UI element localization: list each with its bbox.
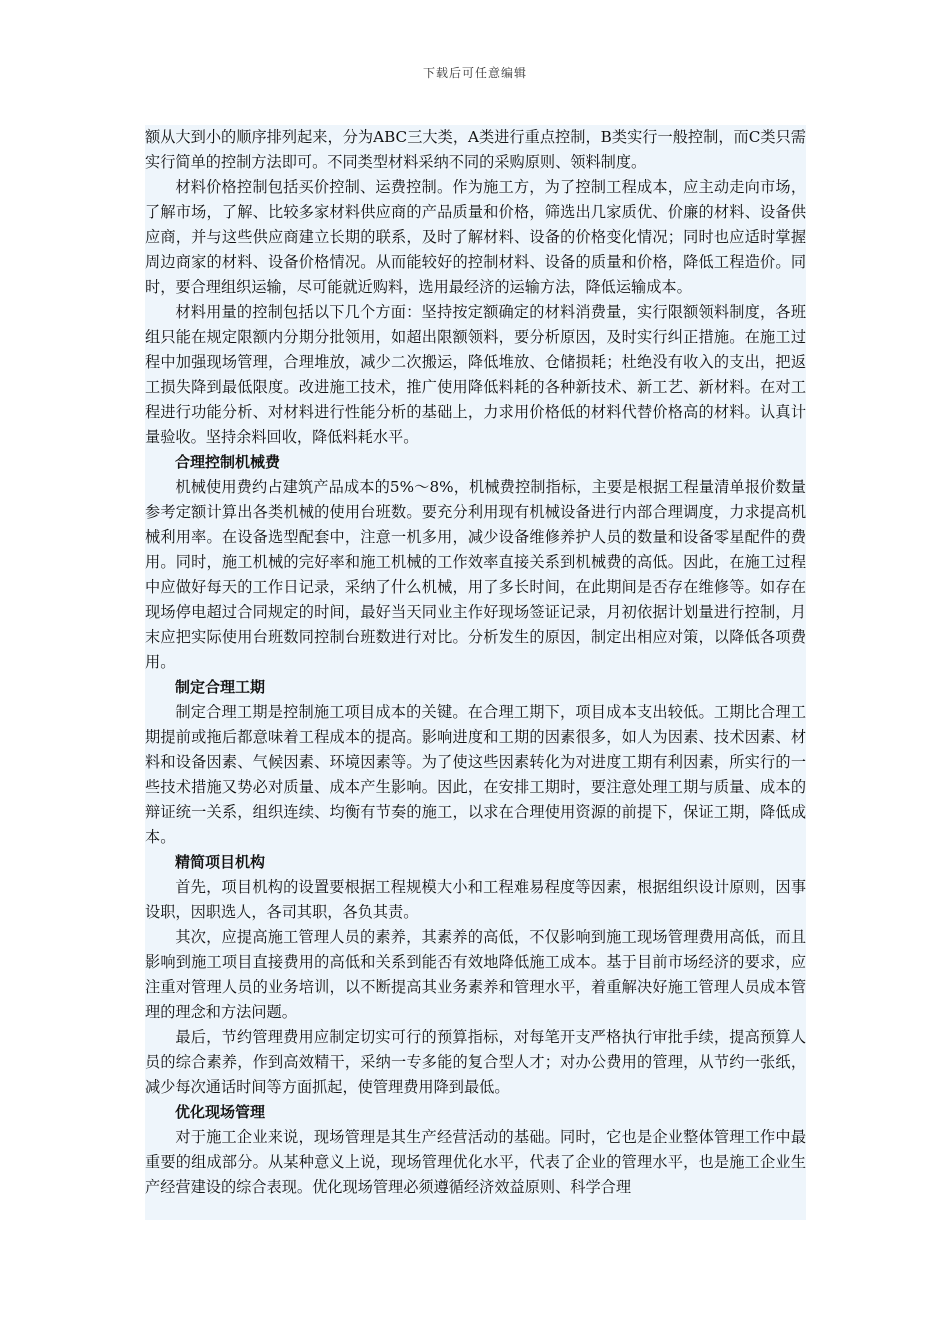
paragraph-organization-second: 其次，应提高施工管理人员的素养，其素养的高低，不仅影响到施工现场管理费用高低，而且影响到施工项目直接费用的高低和关系到能否有效地降低施工成本。基于目前市场经济的要求，应注重对管理人员的业务培训，以不断提高其业务素养和管理水平，着重解决好施工管理人员成本管理的理念和方法问题。 (145, 928, 806, 1021)
section-heading-site-management: 优化现场管理 (175, 1103, 266, 1121)
section-heading-schedule: 制定合理工期 (175, 678, 266, 696)
paragraph-organization-first: 首先，项目机构的设置要根据工程规模大小和工程难易程度等因素，根据组织设计原则，因事设职，因职选人，各司其职，各负其责。 (145, 878, 806, 921)
paragraph-site-management: 对于施工企业来说，现场管理是其生产经营活动的基础。同时，它也是企业整体管理工作中最重要的组成部分。从某种意义上说，现场管理优化水平，代表了企业的管理水平，也是施工企业生产经营建设的综合表现。优化现场管理必须遵循经济效益原则、科学合理 (145, 1128, 806, 1196)
section-heading-machinery: 合理控制机械费 (175, 453, 281, 471)
paragraph-material-price: 材料价格控制包括买价控制、运费控制。作为施工方，为了控制工程成本，应主动走向市场，了解市场，了解、比较多家材料供应商的产品质量和价格，筛选出几家质优、价廉的材料、设备供应商，并与这些供应商建立长期的联系，及时了解材料、设备的价格变化情况；同时也应适时掌握周边商家的材料、设备价格情况。从而能较好的控制材料、设备的质量和价格，降低工程造价。同时，要合理组织运输，尽可能就近购料，选用最经济的运输方法，降低运输成本。 (145, 178, 806, 296)
document-body (145, 125, 806, 1220)
page-header: 下载后可任意编辑 (422, 66, 527, 80)
paragraph-material-usage: 材料用量的控制包括以下几个方面：坚持按定额确定的材料消费量，实行限额领料制度，各班组只能在规定限额内分期分批领用，如超出限额领料，要分析原因，及时实行纠正措施。在施工过程中加强现场管理，合理堆放，减少二次搬运，降低堆放、仓储损耗；杜绝没有收入的支出，把返工损失降到最低限度。改进施工技术，推广使用降低料耗的各种新技术、新工艺、新材料。在对工程进行功能分析、对材料进行性能分析的基础上，力求用价格低的材料代替价格高的材料。认真计量验收。坚持余料回收，降低料耗水平。 (145, 303, 806, 446)
paragraph-machinery-cost: 机械使用费约占建筑产品成本的5%～8%，机械费控制指标，主要是根据工程量清单报价数量参考定额计算出各类机械的使用台班数。要充分利用现有机械设备进行内部合理调度，力求提高机械利用率。在设备选型配套中，注意一机多用，减少设备维修养护人员的数量和设备零星配件的费用。同时，施工机械的完好率和施工机械的工作效率直接关系到机械费的高低。因此，在施工过程中应做好每天的工作日记录，采纳了什么机械，用了多长时间，在此期间是否存在维修等。如存在现场停电超过合同规定的时间，最好当天同业主作好现场签证记录，月初依据计划量进行控制，月末应把实际使用台班数同控制台班数进行对比。分析发生的原因，制定出相应对策，以降低各项费用。 (145, 478, 806, 671)
section-heading-organization: 精简项目机构 (175, 853, 266, 871)
paragraph-abc-classification: 额从大到小的顺序排列起来，分为ABC三大类，A类进行重点控制，B类实行一般控制，而C类只需实行简单的控制方法即可。不同类型材料采纳不同的采购原则、领料制度。 (145, 128, 806, 171)
paragraph-schedule: 制定合理工期是控制施工项目成本的关键。在合理工期下，项目成本支出较低。工期比合理工期提前或拖后都意味着工程成本的提高。影响进度和工期的因素很多，如人为因素、技术因素、材料和设备因素、气候因素、环境因素等。为了使这些因素转化为对进度工期有利因素，所实行的一些技术措施又势必对质量、成本产生影响。因此，在安排工期时，要注意处理工期与质量、成本的辩证统一关系，组织连续、均衡有节奏的施工，以求在合理使用资源的前提下，保证工期，降低成本。 (145, 703, 806, 846)
paragraph-organization-last: 最后，节约管理费用应制定切实可行的预算指标，对每笔开支严格执行审批手续，提高预算人员的综合素养，作到高效精干，采纳一专多能的复合型人才；对办公费用的管理，从节约一张纸，减少每次通话时间等方面抓起，使管理费用降到最低。 (145, 1028, 806, 1096)
